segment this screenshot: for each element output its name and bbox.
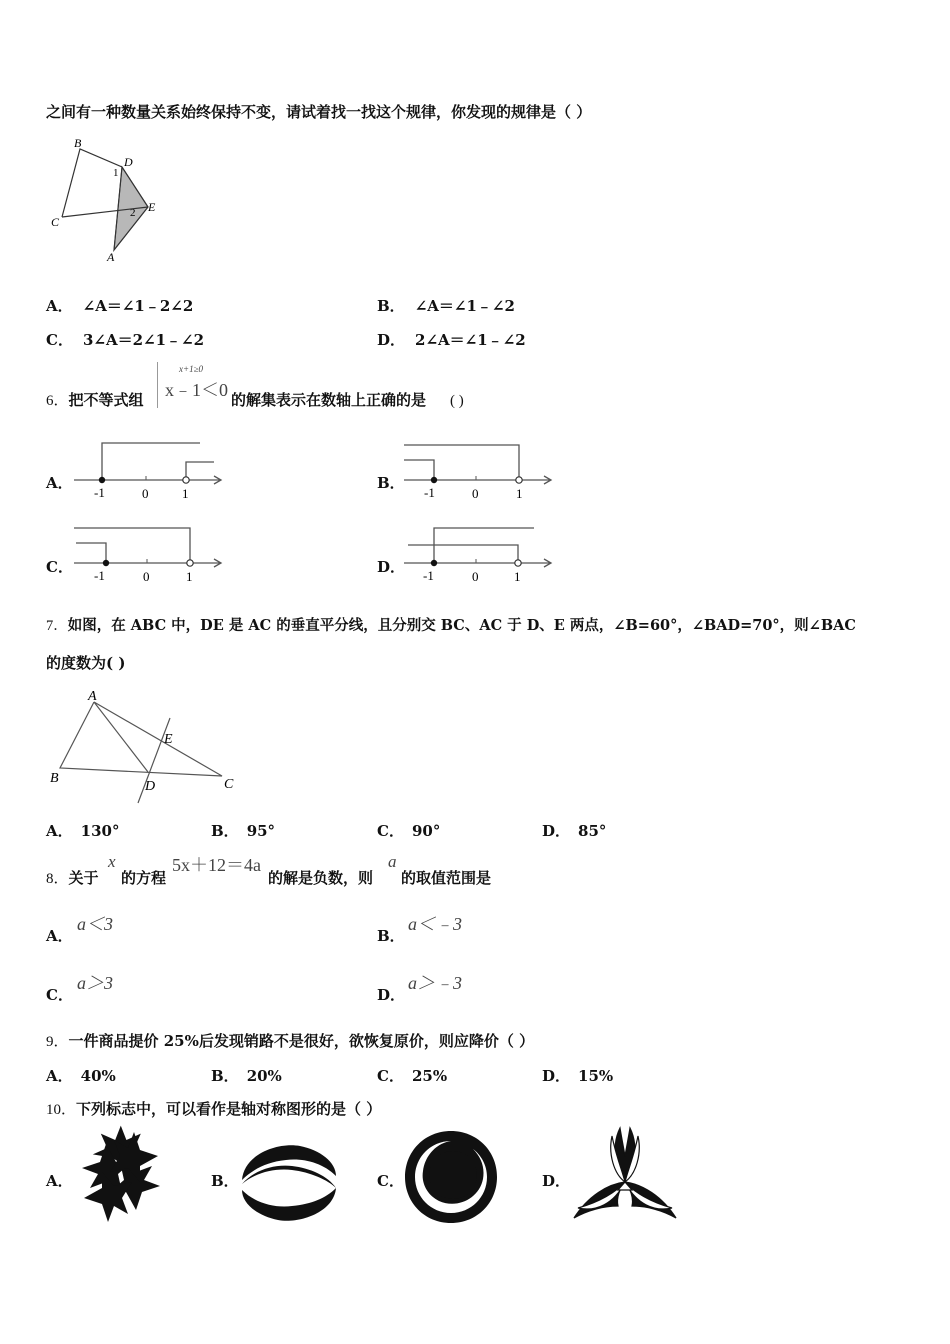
solid-point-minus1: [99, 477, 105, 483]
tick-label-1: 1: [514, 569, 521, 584]
q10-option-d-letter[interactable]: D．: [542, 1172, 571, 1190]
q5-option-a[interactable]: [46, 295, 193, 316]
option-text: ∠A＝∠1﹣∠2: [414, 297, 515, 315]
q10-option-c-letter[interactable]: C．: [377, 1172, 404, 1190]
q10-logo-c-circle-crescent-icon[interactable]: [403, 1129, 499, 1225]
q7-label-a: A: [88, 689, 97, 704]
solution-ray-short: [76, 543, 106, 563]
option-text: ∠A＝∠1﹣2∠2: [82, 297, 194, 315]
q8-var-x: x: [108, 852, 116, 871]
option-text: 90°: [411, 822, 441, 840]
q9-option-b[interactable]: [211, 1065, 282, 1086]
q5-label-e: E: [148, 200, 156, 214]
tick-label-1: 1: [186, 569, 193, 584]
option-text: 25%: [411, 1067, 448, 1085]
q7-stem-line2: 的度数为( ): [46, 654, 126, 672]
q9-stem-text: 一件商品提价 25%后发现销路不是很好，欲恢复原价，则应降价（ ）: [68, 1032, 535, 1050]
tick-label-1: 1: [182, 486, 189, 501]
q6-number-line-b[interactable]: [404, 440, 564, 505]
q6-number-line-d[interactable]: [404, 523, 564, 588]
q6-number: 6．: [46, 393, 69, 409]
q8-stem-4: 的取值范围是: [401, 869, 492, 887]
q5-label-d: D: [124, 155, 133, 169]
option-letter: A．: [46, 822, 73, 840]
q8-stem-part1: [46, 867, 99, 888]
q8-option-a-text: a＜3: [77, 914, 113, 934]
q10-stem: [46, 1098, 381, 1119]
q7-option-c[interactable]: [377, 820, 440, 841]
q8-option-c-text: a＞3: [77, 973, 113, 993]
q6-stem-before: 把不等式组: [68, 391, 144, 409]
q8-stem-3: 的解是负数，则: [268, 869, 374, 887]
q5-quadrilateral-figure: [50, 135, 170, 265]
tick-label-minus1: -1: [423, 568, 434, 583]
q7-option-b[interactable]: [211, 820, 275, 841]
q8-option-a-letter[interactable]: A．: [46, 927, 73, 945]
q9-option-a[interactable]: [46, 1065, 116, 1086]
q6-system-bottom: x﹣1＜0: [165, 380, 228, 400]
solution-ray-left: [408, 545, 518, 563]
q10-option-b-letter[interactable]: B．: [211, 1172, 239, 1190]
tick-label-0: 0: [472, 569, 479, 584]
q6-system-brace: [157, 362, 162, 408]
q7-label-d: D: [145, 779, 156, 794]
q6-option-a-letter[interactable]: A．: [46, 474, 73, 492]
q10-logo-d-three-petals-icon[interactable]: [570, 1126, 680, 1226]
option-letter: A．: [46, 297, 73, 315]
q10-number: 10．: [46, 1102, 77, 1118]
option-letter: A．: [46, 1067, 73, 1085]
q6-system-top: x+1≥0: [179, 364, 204, 374]
q5-label-2: 2: [130, 207, 136, 219]
option-text: 85°: [578, 822, 607, 840]
option-letter: C．: [377, 1067, 404, 1085]
q5-label-b: B: [74, 136, 82, 150]
q8-equation: 5x＋12＝4a: [172, 855, 261, 875]
q8-var-a: a: [388, 852, 397, 871]
q8-number: 8．: [46, 871, 69, 887]
tick-label-0: 0: [143, 569, 150, 584]
solution-ray-right: [186, 462, 214, 480]
q5-option-c[interactable]: [46, 329, 204, 350]
solid-point-minus1: [431, 560, 437, 566]
q8-option-d-text: a＞﹣3: [408, 973, 462, 993]
option-text: 40%: [80, 1067, 116, 1085]
solution-ray-right: [404, 445, 519, 480]
solution-ray-left: [404, 460, 434, 480]
option-letter: C．: [377, 822, 404, 840]
q6-inequality-system: [157, 360, 227, 412]
solid-point-minus1: [431, 477, 437, 483]
q6-number-line-c[interactable]: [74, 523, 234, 588]
q10-logo-b-split-ring-icon[interactable]: [238, 1142, 340, 1224]
q10-option-a-letter[interactable]: A．: [46, 1172, 73, 1190]
q7-number: 7．: [46, 618, 68, 634]
option-letter: D．: [542, 1067, 571, 1085]
option-text: 95°: [246, 822, 276, 840]
option-letter: B．: [377, 297, 405, 315]
option-letter: C．: [46, 331, 73, 349]
q8-option-d-letter[interactable]: D．: [377, 986, 406, 1004]
open-point-1: [515, 560, 521, 566]
option-letter: D．: [377, 331, 406, 349]
tick-label-minus1: -1: [424, 485, 435, 500]
q9-stem: [46, 1030, 534, 1051]
q5-label-c: C: [51, 215, 60, 229]
q7-label-b: B: [50, 771, 59, 786]
option-letter: D．: [542, 822, 571, 840]
q6-stem: [46, 389, 144, 410]
q6-option-b-letter[interactable]: B．: [377, 474, 405, 492]
q7-label-c: C: [224, 777, 234, 792]
q7-option-d[interactable]: [542, 820, 606, 841]
option-letter: B．: [211, 822, 239, 840]
q7-triangle-figure: [48, 688, 243, 808]
q5-label-a: A: [107, 250, 115, 264]
option-text: 2∠A＝∠1﹣∠2: [415, 331, 526, 349]
q7-stem-line1: [46, 614, 856, 635]
q6-answer-paren: ( ): [450, 393, 464, 409]
q10-logo-a-four-stars-icon[interactable]: [72, 1128, 170, 1226]
q9-number: 9．: [46, 1034, 69, 1050]
q9-option-c[interactable]: [377, 1065, 447, 1086]
q7-line1: 如图，在 ABC 中，DE 是 AC 的垂直平分线，且分别交 BC、AC 于 D、E 两点，∠B=60°，∠BAD=70°，则∠BAC: [67, 617, 856, 634]
option-text: 20%: [246, 1067, 282, 1085]
open-point-1: [183, 477, 189, 483]
q9-option-d[interactable]: [542, 1065, 613, 1086]
open-point-1: [516, 477, 522, 483]
q6-option-d-letter[interactable]: D．: [377, 558, 406, 576]
solution-ray-left: [102, 443, 200, 480]
tick-label-0: 0: [472, 486, 479, 501]
q5-label-1: 1: [113, 167, 119, 179]
solution-ray-long: [74, 528, 190, 563]
q7-label-e: E: [164, 732, 173, 747]
tick-label-minus1: -1: [94, 568, 105, 583]
triangle-abc: [60, 702, 222, 776]
q8-option-c-letter[interactable]: C．: [46, 986, 73, 1004]
tick-label-1: 1: [516, 486, 523, 501]
open-point-1: [187, 560, 193, 566]
q8-stem-1: 关于: [68, 869, 99, 887]
q5-stem-tail: 之间有一种数量关系始终保持不变，请试着找一找这个规律，你发现的规律是（ ）: [46, 103, 592, 121]
q5-option-d[interactable]: [377, 329, 526, 350]
q10-stem-text: 下列标志中，可以看作是轴对称图形的是（ ）: [76, 1100, 382, 1118]
solid-point-minus1: [103, 560, 109, 566]
q6-stem-after: 的解集表示在数轴上正确的是: [231, 391, 427, 409]
q8-stem-2: 的方程: [121, 869, 167, 887]
q5-option-b[interactable]: [377, 295, 515, 316]
q8-option-b-letter[interactable]: B．: [377, 927, 405, 945]
tick-label-minus1: -1: [94, 485, 105, 500]
q6-option-c-letter[interactable]: C．: [46, 558, 73, 576]
q8-option-b-text: a＜﹣3: [408, 914, 462, 934]
q6-number-line-a[interactable]: [74, 440, 234, 505]
segment-ad: [94, 702, 148, 772]
option-text: 3∠A＝2∠1﹣∠2: [82, 331, 205, 349]
option-text: 130°: [80, 822, 120, 840]
option-text: 15%: [578, 1067, 614, 1085]
option-letter: B．: [211, 1067, 239, 1085]
q7-option-a[interactable]: [46, 820, 119, 841]
tick-label-0: 0: [142, 486, 149, 501]
